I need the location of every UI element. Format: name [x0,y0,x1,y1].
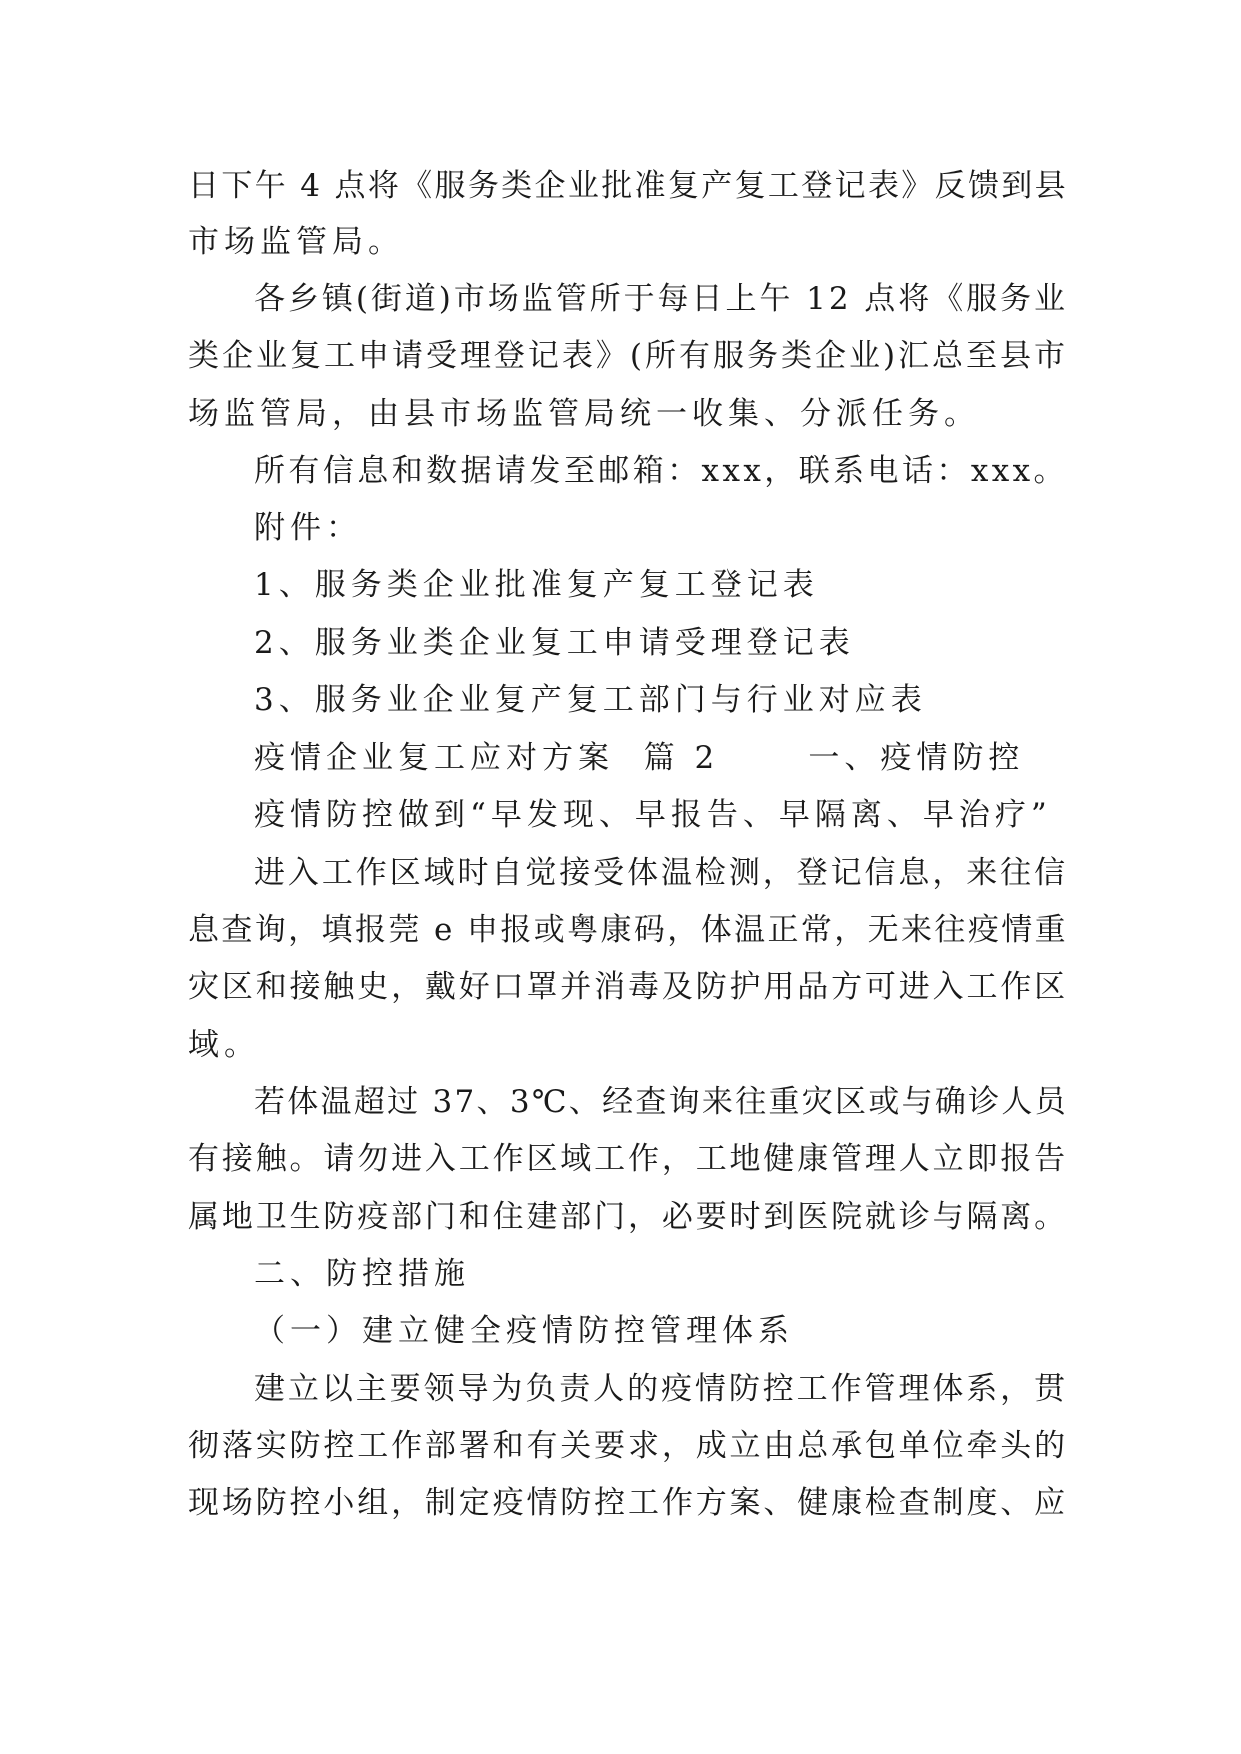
text-line: 建立以主要领导为负责人的疫情防控工作管理体系，贯 [254,1371,1068,1407]
text-line: 3、服务业企业复产复工部门与行业对应表 [254,682,927,718]
text-line: （一）建立健全疫情防控管理体系 [254,1313,794,1349]
text-line: 各乡镇(街道)市场监管所于每日上午 12 点将《服务业 [254,281,1068,317]
text-line: 市场监管局。 [188,224,404,260]
text-line: 所有信息和数据请发至邮箱：xxx，联系电话：xxx。 [254,453,1068,489]
text-line: 二、防控措施 [254,1256,470,1292]
text-line: 附件： [254,510,362,546]
text-line: 彻落实防控工作部署和有关要求，成立由总承包单位牵头的 [188,1428,1068,1464]
text-line: 息查询，填报莞 e 申报或粤康码，体温正常，无来往疫情重 [188,912,1068,948]
text-line: 疫情防控做到“早发现、早报告、早隔离、早治疗” [254,797,1052,833]
text-line: 灾区和接触史，戴好口罩并消毒及防护用品方可进入工作区 [188,969,1068,1005]
text-line: 若体温超过 37、3℃、经查询来往重灾区或与确诊人员 [254,1084,1068,1120]
text-line: 域。 [188,1027,260,1063]
text-line: 2、服务业类企业复工申请受理登记表 [254,625,855,661]
text-line: 日下午 4 点将《服务类企业批准复产复工登记表》反馈到县 [188,168,1068,204]
text-line: 现场防控小组，制定疫情防控工作方案、健康检查制度、应 [188,1485,1068,1521]
text-line: 1、服务类企业批准复产复工登记表 [254,567,819,603]
text-line: 类企业复工申请受理登记表》(所有服务类企业)汇总至县市 [188,338,1068,374]
text-line: 疫情企业复工应对方案 篇 2 一、疫情防控 [254,740,1025,776]
text-line: 场监管局，由县市场监管局统一收集、分派任务。 [188,396,980,432]
text-line: 进入工作区域时自觉接受体温检测，登记信息，来往信 [254,855,1068,891]
text-line: 有接触。请勿进入工作区域工作，工地健康管理人立即报告 [188,1141,1068,1177]
text-line: 属地卫生防疫部门和住建部门，必要时到医院就诊与隔离。 [188,1199,1068,1235]
